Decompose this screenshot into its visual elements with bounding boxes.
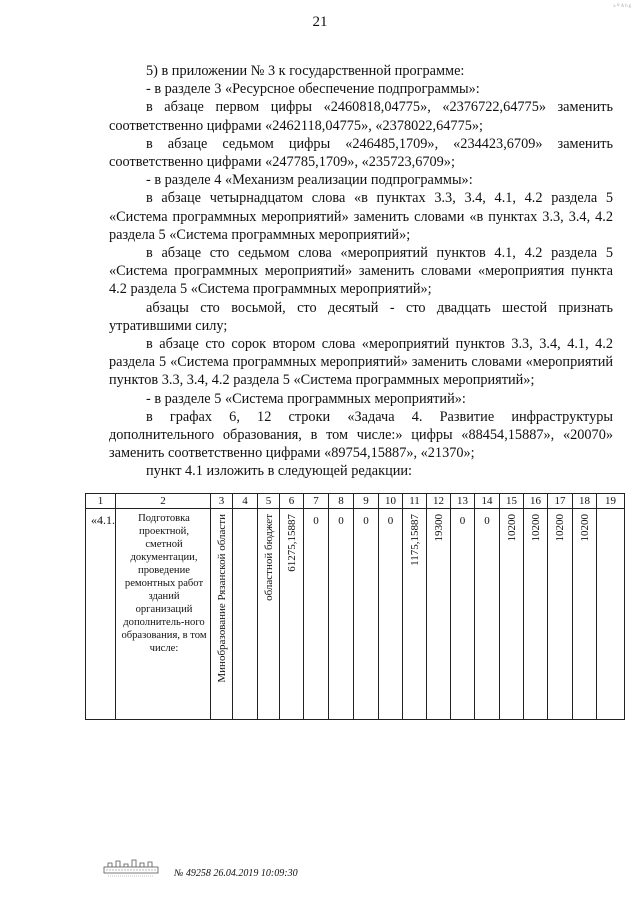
paragraph: в графах 6, 12 строки «Задача 4. Развитие инфраструктуры дополнительного образования, в том числе:» цифры «88454,15887», «20070» заменить соответственно цифрами «89754,15887», «21370»; <box>109 408 613 462</box>
column-header: 3 <box>211 494 233 509</box>
paragraph: в абзаце седьмом цифры «246485,1709», «234423,6709» заменить соответственно цифрами «247785,1709», «235723,6709»; <box>109 135 613 171</box>
column-header: 1 <box>86 494 116 509</box>
column-header: 7 <box>304 494 329 509</box>
value-text: 1175,15887 <box>408 514 421 566</box>
column-header: 12 <box>427 494 451 509</box>
value-text: 10200 <box>554 514 566 542</box>
value-cell <box>500 509 524 720</box>
value-cell <box>403 509 427 720</box>
column-header: 18 <box>573 494 597 509</box>
paragraph: - в разделе 3 «Ресурсное обеспечение подпрограммы»: <box>146 81 480 98</box>
value-cell: 0 <box>451 509 475 720</box>
column-header: 13 <box>451 494 475 509</box>
paragraph: в абзаце четырнадцатом слова «в пунктах 3.3, 3.4, 4.1, 4.2 раздела 5 «Система программных мероприятий» заменить словами «в пунктах 3.3, 3.4, 4.2 раздела 5 «Система программных мероприятий»; <box>109 190 613 243</box>
value-cell <box>573 509 597 720</box>
funding-source-cell <box>258 509 280 720</box>
paragraph: абзацы сто восьмой, сто десятый - сто двадцать шестой признать утратившими силу; <box>109 299 613 334</box>
column-header: 4 <box>233 494 258 509</box>
registry-stamp-icon <box>102 858 160 878</box>
column-header: 14 <box>475 494 500 509</box>
table-row <box>86 509 625 720</box>
item-title-cell: Подготовка проектной, сметной документации, проведение ремонтных работ зданий организаций дополнитель-ного образования, в том числе: <box>116 509 211 720</box>
paragraph: в абзаце сто седьмом слова «мероприятий пунктов 4.1, 4.2 раздела 5 «Система программных мероприятий» заменить словами «мероприятия пункта 4.2 раздела 5 «Система программных мероприятий»; <box>109 245 613 298</box>
measures-table <box>85 493 625 720</box>
column-header: 6 <box>280 494 304 509</box>
empty-cell <box>597 509 625 720</box>
column-header: 17 <box>548 494 573 509</box>
executor-text: Минобразование Рязанской области <box>215 514 228 683</box>
paragraph: - в разделе 4 «Механизм реализации подпрограммы»: <box>146 172 473 189</box>
value-cell <box>548 509 573 720</box>
empty-cell <box>233 509 258 720</box>
total-cell <box>280 509 304 720</box>
item-number-cell: «4.1. <box>86 509 116 720</box>
column-header: 15 <box>500 494 524 509</box>
page-number: 21 <box>312 14 328 30</box>
value-cell: 0 <box>329 509 354 720</box>
value-text: 10200 <box>578 514 591 542</box>
column-header: 11 <box>403 494 427 509</box>
paragraph: 5) в приложении № 3 к государственной программе: <box>146 63 465 79</box>
value-text: 19300 <box>432 514 445 542</box>
paragraph: - в разделе 5 «Система программных мероприятий»: <box>146 390 466 407</box>
document-body <box>109 62 613 481</box>
value-cell: 0 <box>475 509 500 720</box>
total-value: 61275,15887 <box>285 514 298 572</box>
value-cell: 0 <box>379 509 403 720</box>
corner-mark: ᵃ°ᴬᵇᵍ <box>613 2 632 11</box>
column-header: 2 <box>116 494 211 509</box>
value-cell <box>524 509 548 720</box>
column-header: 16 <box>524 494 548 509</box>
value-cell: 0 <box>354 509 379 720</box>
value-text: 10200 <box>505 514 518 542</box>
column-header: 9 <box>354 494 379 509</box>
column-header: 10 <box>379 494 403 509</box>
paragraph: пункт 4.1 изложить в следующей редакции: <box>146 463 413 480</box>
column-header: 8 <box>329 494 354 509</box>
value-cell <box>427 509 451 720</box>
column-header: 19 <box>597 494 625 509</box>
document-registration-info: № 49258 26.04.2019 10:09:30 <box>174 868 298 879</box>
column-header: 5 <box>258 494 280 509</box>
funding-source-text: областной бюджет <box>262 514 275 601</box>
table-header-row <box>86 494 625 509</box>
value-cell: 0 <box>304 509 329 720</box>
paragraph: в абзаце сто сорок втором слова «мероприятий пунктов 3.3, 3.4, 4.1, 4.2 раздела 5 «Система программных мероприятий» заменить словами «мероприятий пунктов 3.3, 3.4, 4.2 раздела 5 «Система программных мероприятий»; <box>109 336 613 389</box>
value-text: 10200 <box>529 514 542 542</box>
paragraph: в абзаце первом цифры «2460818,04775», «2376722,64775» заменить соответственно цифрами «2462118,04775», «2378022,64775»; <box>109 99 613 134</box>
executor-cell <box>211 509 233 720</box>
